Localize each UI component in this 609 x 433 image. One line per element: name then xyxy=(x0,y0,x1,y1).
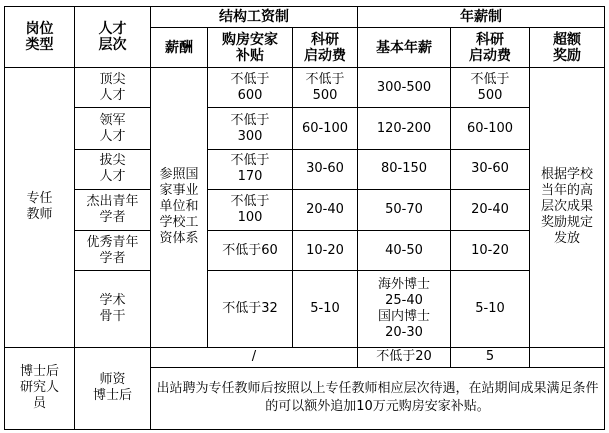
basic-salary-cell: 80-150 xyxy=(358,149,451,189)
research-fund-annual-cell: 20-40 xyxy=(451,189,530,230)
talent-level-cell: 优秀青年 学者 xyxy=(75,231,151,271)
research-fund-cell: 60-100 xyxy=(293,108,358,149)
housing-subsidy-cell: 不低于 600 xyxy=(208,68,293,108)
research-fund-cell: 不低于 500 xyxy=(293,68,358,108)
table-row xyxy=(5,189,605,230)
talent-level-cell: 杰出青年 学者 xyxy=(75,189,151,230)
research-fund-annual-cell: 5-10 xyxy=(451,271,530,347)
housing-subsidy-cell: 不低于 100 xyxy=(208,189,293,230)
housing-subsidy-cell: 不低于 300 xyxy=(208,108,293,149)
research-fund-annual-cell: 30-60 xyxy=(451,149,530,189)
table-row xyxy=(5,271,605,347)
talent-level-cell: 学术 骨干 xyxy=(75,271,151,347)
basic-salary-cell: 海外博士 25-40 国内博士 20-30 xyxy=(358,271,451,347)
postdoc-research-fund-cell: 5 xyxy=(451,347,530,367)
header-structural-salary: 结构工资制 xyxy=(151,7,358,28)
table-row xyxy=(5,68,605,108)
basic-salary-cell: 50-70 xyxy=(358,189,451,230)
research-fund-cell: 5-10 xyxy=(293,271,358,347)
postdoc-level-cell: 师资 博士后 xyxy=(75,347,151,429)
research-fund-annual-cell: 60-100 xyxy=(451,108,530,149)
header-talent-level: 人才 层次 xyxy=(75,7,151,68)
table-row xyxy=(5,149,605,189)
research-fund-cell: 10-20 xyxy=(293,231,358,271)
header-salary: 薪酬 xyxy=(151,28,208,68)
postdoc-note: 出站聘为专任教师后按照以上专任教师相应层次待遇，在站期间成果满足条件的可以额外追加10万元购房安家补贴。 xyxy=(151,367,605,429)
research-fund-cell: 30-60 xyxy=(293,149,358,189)
postdoc-basic-salary-cell: 不低于20 xyxy=(358,347,451,367)
research-fund-cell: 20-40 xyxy=(293,189,358,230)
housing-subsidy-cell: 不低于32 xyxy=(208,271,293,347)
talent-level-cell: 顶尖 人才 xyxy=(75,68,151,108)
header-research-fund-annual: 科研 启动费 xyxy=(451,28,530,68)
talent-level-cell: 拔尖 人才 xyxy=(75,149,151,189)
salary-reference-note: 参照国 家事业 单位和 学校工 资体系 xyxy=(151,68,208,347)
research-fund-annual-cell: 不低于 500 xyxy=(451,68,530,108)
postdoc-excess-reward-cell xyxy=(530,347,605,367)
header-annual-salary: 年薪制 xyxy=(358,7,605,28)
post-type-postdoc: 博士后 研究人 员 xyxy=(5,347,75,429)
post-type-fulltime: 专任 教师 xyxy=(5,68,75,347)
salary-table xyxy=(4,6,605,430)
header-research-fund: 科研 启动费 xyxy=(293,28,358,68)
table-row xyxy=(5,108,605,149)
basic-salary-cell: 120-200 xyxy=(358,108,451,149)
postdoc-structural-cell: / xyxy=(151,347,358,367)
basic-salary-cell: 300-500 xyxy=(358,68,451,108)
table-row xyxy=(5,347,605,367)
header-excess-reward: 超额 奖励 xyxy=(530,28,605,68)
header-housing-subsidy: 购房安家 补贴 xyxy=(208,28,293,68)
housing-subsidy-cell: 不低于60 xyxy=(208,231,293,271)
table-row xyxy=(5,231,605,271)
basic-salary-cell: 40-50 xyxy=(358,231,451,271)
excess-reward-note: 根据学校 当年的高 层次成果 奖励规定 发放 xyxy=(530,68,605,347)
research-fund-annual-cell: 10-20 xyxy=(451,231,530,271)
header-post-type: 岗位 类型 xyxy=(5,7,75,68)
housing-subsidy-cell: 不低于 170 xyxy=(208,149,293,189)
talent-level-cell: 领军 人才 xyxy=(75,108,151,149)
header-basic-salary: 基本年薪 xyxy=(358,28,451,68)
